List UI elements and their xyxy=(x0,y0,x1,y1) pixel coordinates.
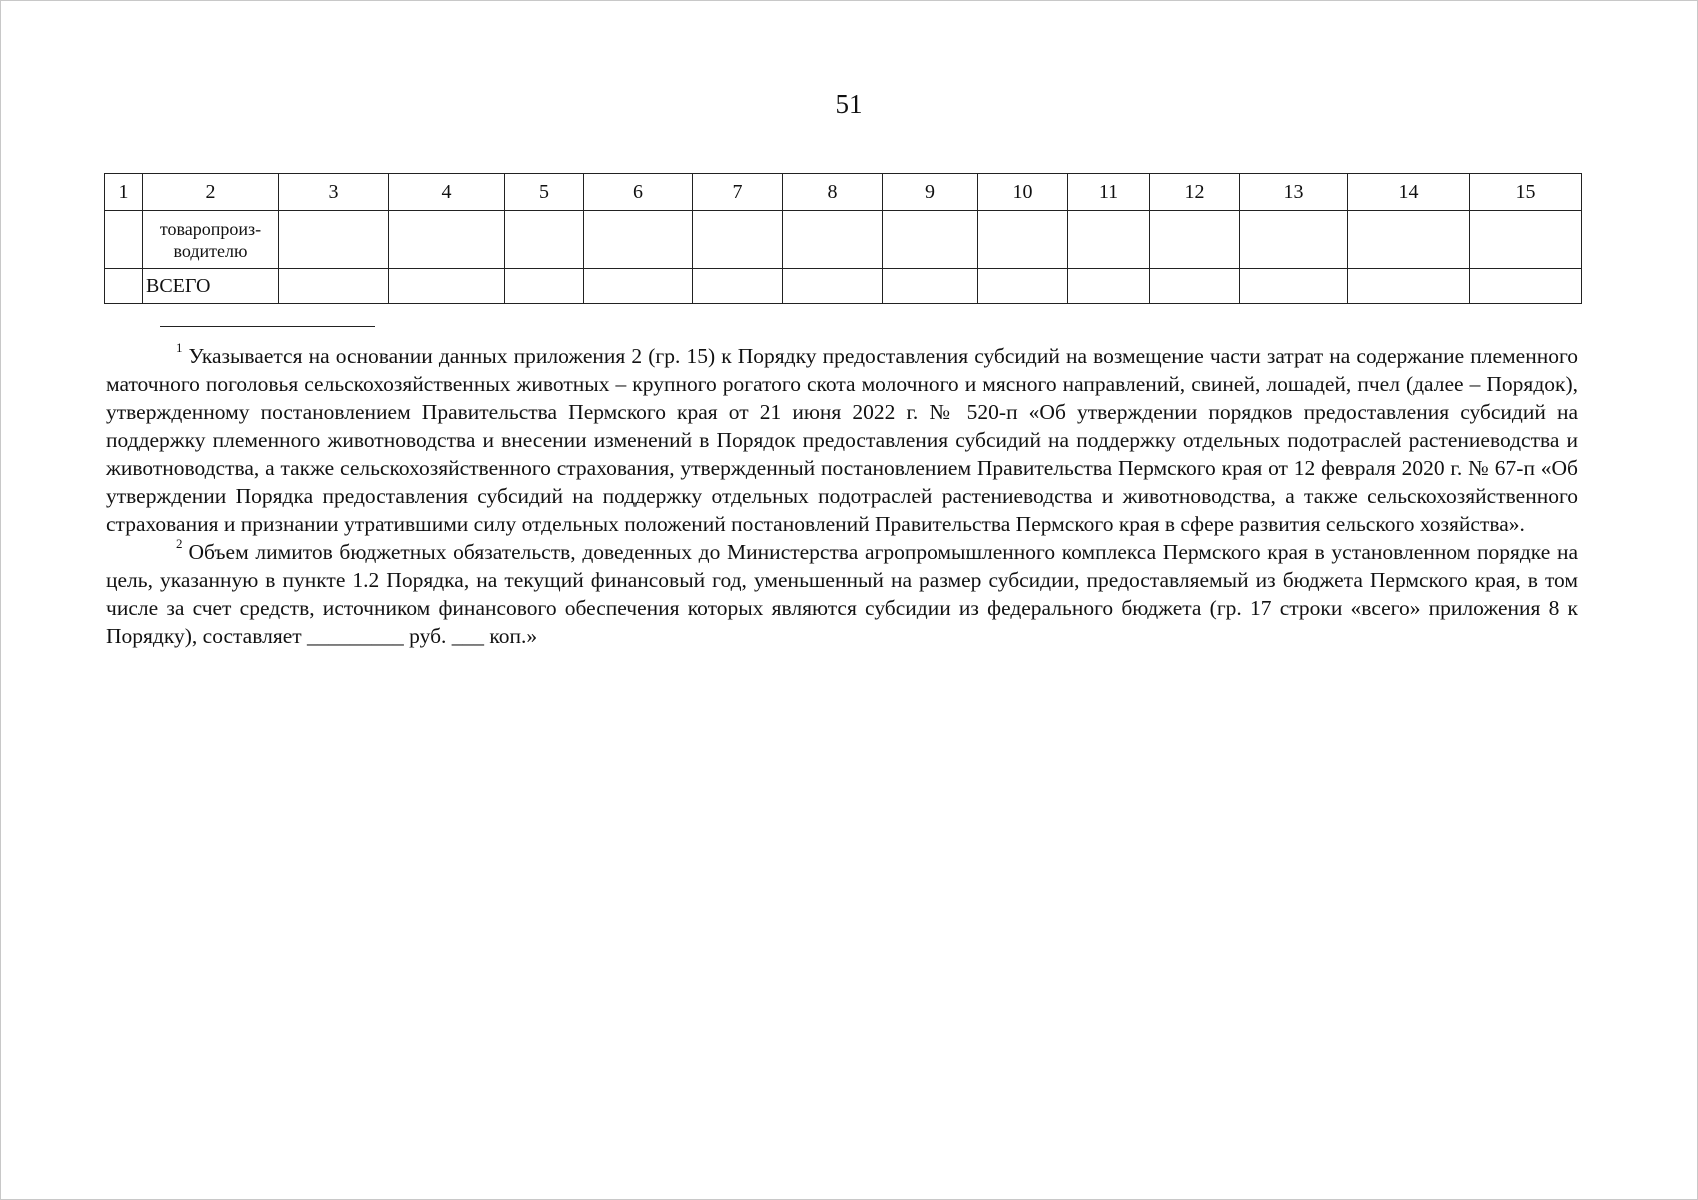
table-cell xyxy=(584,269,693,304)
table-cell xyxy=(1348,269,1470,304)
table-cell xyxy=(584,211,693,269)
table-row-total xyxy=(105,269,1582,304)
table-cell xyxy=(1068,211,1150,269)
footnote-2 xyxy=(106,538,1578,650)
table-cell xyxy=(1150,269,1240,304)
column-number: 10 xyxy=(978,174,1068,211)
table-cell xyxy=(883,269,978,304)
table-cell xyxy=(1470,269,1582,304)
footnote-marker: 2 xyxy=(176,536,183,551)
column-number: 8 xyxy=(783,174,883,211)
column-number: 4 xyxy=(389,174,505,211)
table-cell xyxy=(693,269,783,304)
table-cell xyxy=(1240,211,1348,269)
column-number: 1 xyxy=(105,174,143,211)
table-cell xyxy=(505,269,584,304)
table-header-row xyxy=(105,174,1582,211)
table-cell xyxy=(1150,211,1240,269)
data-table xyxy=(104,173,1582,304)
table-cell xyxy=(978,269,1068,304)
column-number: 15 xyxy=(1470,174,1582,211)
column-number: 5 xyxy=(505,174,584,211)
table-cell xyxy=(105,269,143,304)
page-number: 51 xyxy=(835,89,863,119)
table-cell xyxy=(693,211,783,269)
column-number: 7 xyxy=(693,174,783,211)
footnote-text: Объем лимитов бюджетных обязательств, доведенных до Министерства агропромышленного комплекса Пермского края в установленном порядке на цель, указанную в пункте 1.2 Порядка, на текущий финансовый год, уменьшенный на размер субсидии, предоставляемый из бюджета Пермского края, в том числе за счет средств, источником финансового обеспечения которых являются субсидии из федерального бюджета (гр. 17 строки «всего» приложения 8 к Порядку), составляет _________ руб. ___ коп.» xyxy=(106,540,1578,648)
table-cell-total-label: ВСЕГО xyxy=(143,269,279,304)
table-cell xyxy=(389,269,505,304)
table-cell xyxy=(883,211,978,269)
column-number: 12 xyxy=(1150,174,1240,211)
table-cell xyxy=(978,211,1068,269)
footnote-1 xyxy=(106,342,1578,538)
column-number: 13 xyxy=(1240,174,1348,211)
table-cell xyxy=(279,211,389,269)
table-cell xyxy=(783,269,883,304)
table-row xyxy=(105,211,1582,269)
footnotes xyxy=(106,342,1578,650)
table-cell xyxy=(783,211,883,269)
table-cell xyxy=(1470,211,1582,269)
footnote-text: Указывается на основании данных приложения 2 (гр. 15) к Порядку предоставления субсидий на возмещение части затрат на содержание племенного маточного поголовья сельскохозяйственных животных – крупного рогатого скота молочного и мясного направлений, свиней, лошадей, пчел (далее – Порядок), утвержденному постановлением Правительства Пермского края от 21 июня 2022 г. № 520-п «Об утверждении порядков предоставления субсидий на поддержку племенного животноводства и внесении изменений в Порядок предоставления субсидий на поддержку отдельных подотраслей растениеводства и животноводства, а также сельскохозяйственного страхования, утвержденный постановлением Правительства Пермского края от 12 февраля 2020 г. № 67-п «Об утверждении Порядка предоставления субсидий на поддержку отдельных подотраслей растениеводства и животноводства, а также сельскохозяйственного страхования и признании утратившими силу отдельных положений постановлений Правительства Пермского края в сфере развития сельского хозяйства». xyxy=(106,344,1578,536)
footnote-separator xyxy=(160,326,375,327)
column-number: 14 xyxy=(1348,174,1470,211)
column-number: 3 xyxy=(279,174,389,211)
table-cell xyxy=(1068,269,1150,304)
table-cell xyxy=(1348,211,1470,269)
table-cell xyxy=(279,269,389,304)
table-cell xyxy=(505,211,584,269)
column-number: 11 xyxy=(1068,174,1150,211)
column-number: 6 xyxy=(584,174,693,211)
table-cell xyxy=(389,211,505,269)
column-number: 9 xyxy=(883,174,978,211)
footnote-marker: 1 xyxy=(176,340,183,355)
table-cell-recipient: товаропроиз- водителю xyxy=(143,211,279,269)
table-cell xyxy=(105,211,143,269)
table-cell xyxy=(1240,269,1348,304)
column-number: 2 xyxy=(143,174,279,211)
